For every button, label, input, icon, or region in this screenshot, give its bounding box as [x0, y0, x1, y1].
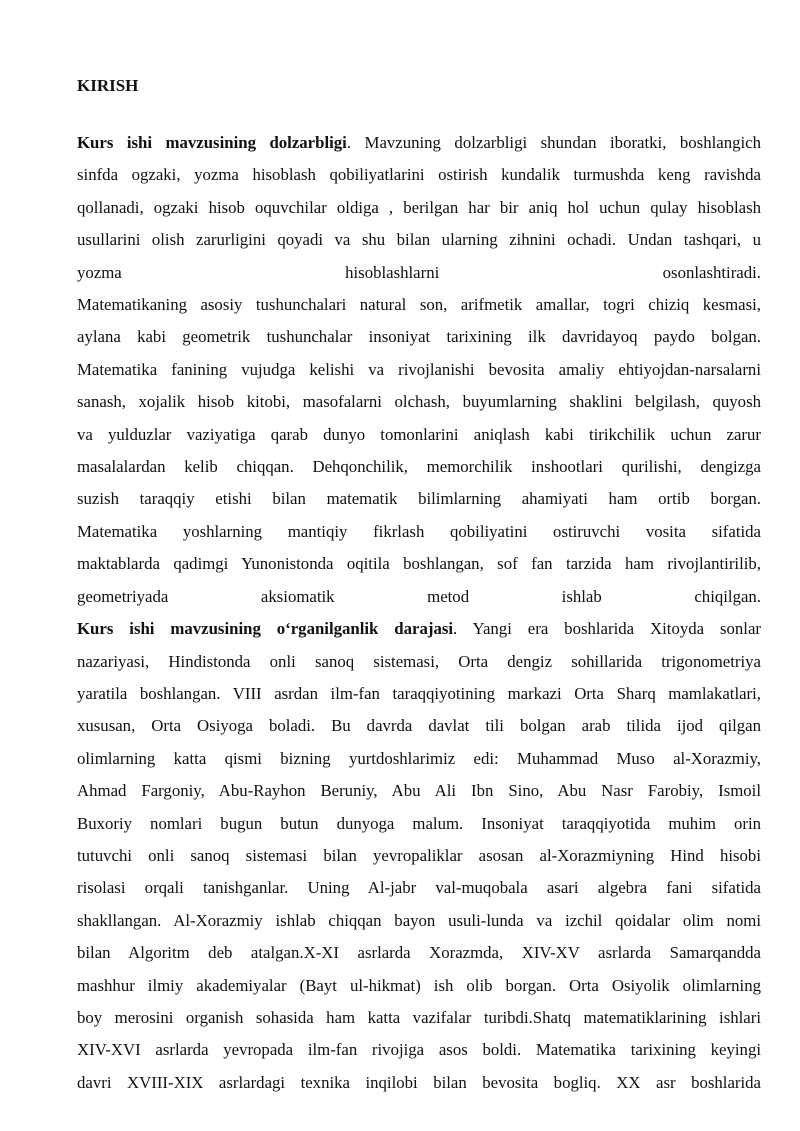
paragraph-line: yozma hisoblashlarni osonlashtiradi. — [77, 262, 761, 282]
paragraph-line: XIV-XVI asrlarda yevropada ilm-fan rivojiga asos boldi. Matematika tarixining keyingi — [77, 1040, 761, 1060]
paragraph-line: tutuvchi onli sanoq sistemasi bilan yevropaliklar asosan al-Xorazmiyning Hind hisobi — [77, 845, 761, 865]
section-lead-relevance: Kurs ishi mavzusining dolzarbligi — [77, 133, 347, 152]
paragraph-line: sinfda ogzaki, yozma hisoblash qobiliyatlarini ostirish kundalik turmushda keng ravishda — [77, 165, 761, 185]
paragraph-line: geometriyada aksiomatik metod ishlab chiqilgan. — [77, 586, 761, 606]
paragraph-line: masalalardan kelib chiqqan. Dehqonchilik, memorchilik inshootlari qurilishi, dengizga — [77, 457, 761, 477]
paragraph-line: davri XVIII-XIX asrlardagi texnika inqilobi bilan bevosita bogliq. XX asr boshlarida — [77, 1072, 761, 1092]
paragraph-line: aylana kabi geometrik tushunchalar insoniyat tarixining ilk davridayoq paydo bolgan. — [77, 327, 761, 347]
paragraph-line: qollanadi, ogzaki hisob oquvchilar oldiga , berilgan har bir aniq hol uchun qulay hisoblash — [77, 197, 761, 217]
page-heading: KIRISH — [77, 76, 139, 95]
paragraph-line: Ahmad Fargoniy, Abu-Rayhon Beruniy, Abu Ali Ibn Sino, Abu Nasr Farobiy, Ismoil — [77, 781, 761, 801]
paragraph-line: xususan, Orta Osiyoga boladi. Bu davrda davlat tili bolgan arab tilida ijod qilgan — [77, 716, 761, 736]
paragraph-line: risolasi orqali tanishganlar. Uning Al-jabr val-muqobala asari algebra fani sifatida — [77, 878, 761, 898]
paragraph-line: maktablarda qadimgi Yunonistonda oqitila boshlangan, sof fan tarzida ham rivojlantirilib, — [77, 554, 761, 574]
line-text: . Yangi era boshlarida Xitoyda sonlar — [453, 619, 761, 639]
paragraph-line: shakllangan. Al-Xorazmiy ishlab chiqqan bayon usuli-lunda va izchil qoidalar olim nomi — [77, 910, 761, 930]
paragraph-line: sanash, xojalik hisob kitobi, masofalarni olchash, buyumlarning shaklini belgilash, quyosh — [77, 392, 761, 412]
paragraph-line: Matematika yoshlarning mantiqiy fikrlash qobiliyatini ostiruvchi vosita sifatida — [77, 521, 761, 541]
line-text: . Mavzuning dolzarbligi shundan iboratki, boshlangich — [346, 133, 761, 152]
paragraph-line — [77, 127, 761, 159]
paragraph-line: olimlarning katta qismi bizning yurtdoshlarimiz edi: Muhammad Muso al-Xorazmiy, — [77, 748, 761, 768]
paragraph-line: yaratila boshlangan. VIII asrdan ilm-fan taraqqiyotining markazi Orta Sharq mamlakatlari, — [77, 683, 761, 703]
paragraph-line: mashhur ilmiy akademiyalar (Bayt ul-hikmat) ish olib borgan. Orta Osiyolik olimlarning — [77, 975, 761, 995]
paragraph-line: suzish taraqqiy etishi bilan matematik bilimlarning ahamiyati ham ortib borgan. — [77, 489, 761, 509]
paragraph-line: usullarini olish zarurligini qoyadi va shu bilan ularning zihnini ochadi. Undan tashqari, u — [77, 230, 761, 250]
paragraph-line: boy merosini organish sohasida ham katta vazifalar turibdi.Shatq matematiklarining ishlari — [77, 1007, 761, 1027]
paragraph-line: Matematika fanining vujudga kelishi va rivojlanishi bevosita amaliy ehtiyojdan-narsalarni — [77, 359, 761, 379]
paragraph-line: Buxoriy nomlari bugun butun dunyoga malum. Insoniyat taraqqiyotida muhim orin — [77, 813, 761, 833]
paragraph-line: Matematikaning asosiy tushunchalari natural son, arifmetik amallar, togri chiziq kesmasi, — [77, 295, 761, 315]
section-lead-study-level: Kurs ishi mavzusining o‘rganilganlik darajasi — [77, 619, 454, 639]
paragraph-line: nazariyasi, Hindistonda onli sanoq sistemasi, Orta dengiz sohillarida trigonometriya — [77, 651, 761, 671]
paragraph-line: bilan Algoritm deb atalgan.X-XI asrlarda Xorazmda, XIV-XV asrlarda Samarqandda — [77, 943, 761, 963]
document-body — [77, 127, 761, 1099]
paragraph-line: va yulduzlar vaziyatiga qarab dunyo tomonlarini aniqlash kabi tirikchilik uchun zarur — [77, 424, 761, 444]
paragraph-line — [77, 613, 761, 645]
